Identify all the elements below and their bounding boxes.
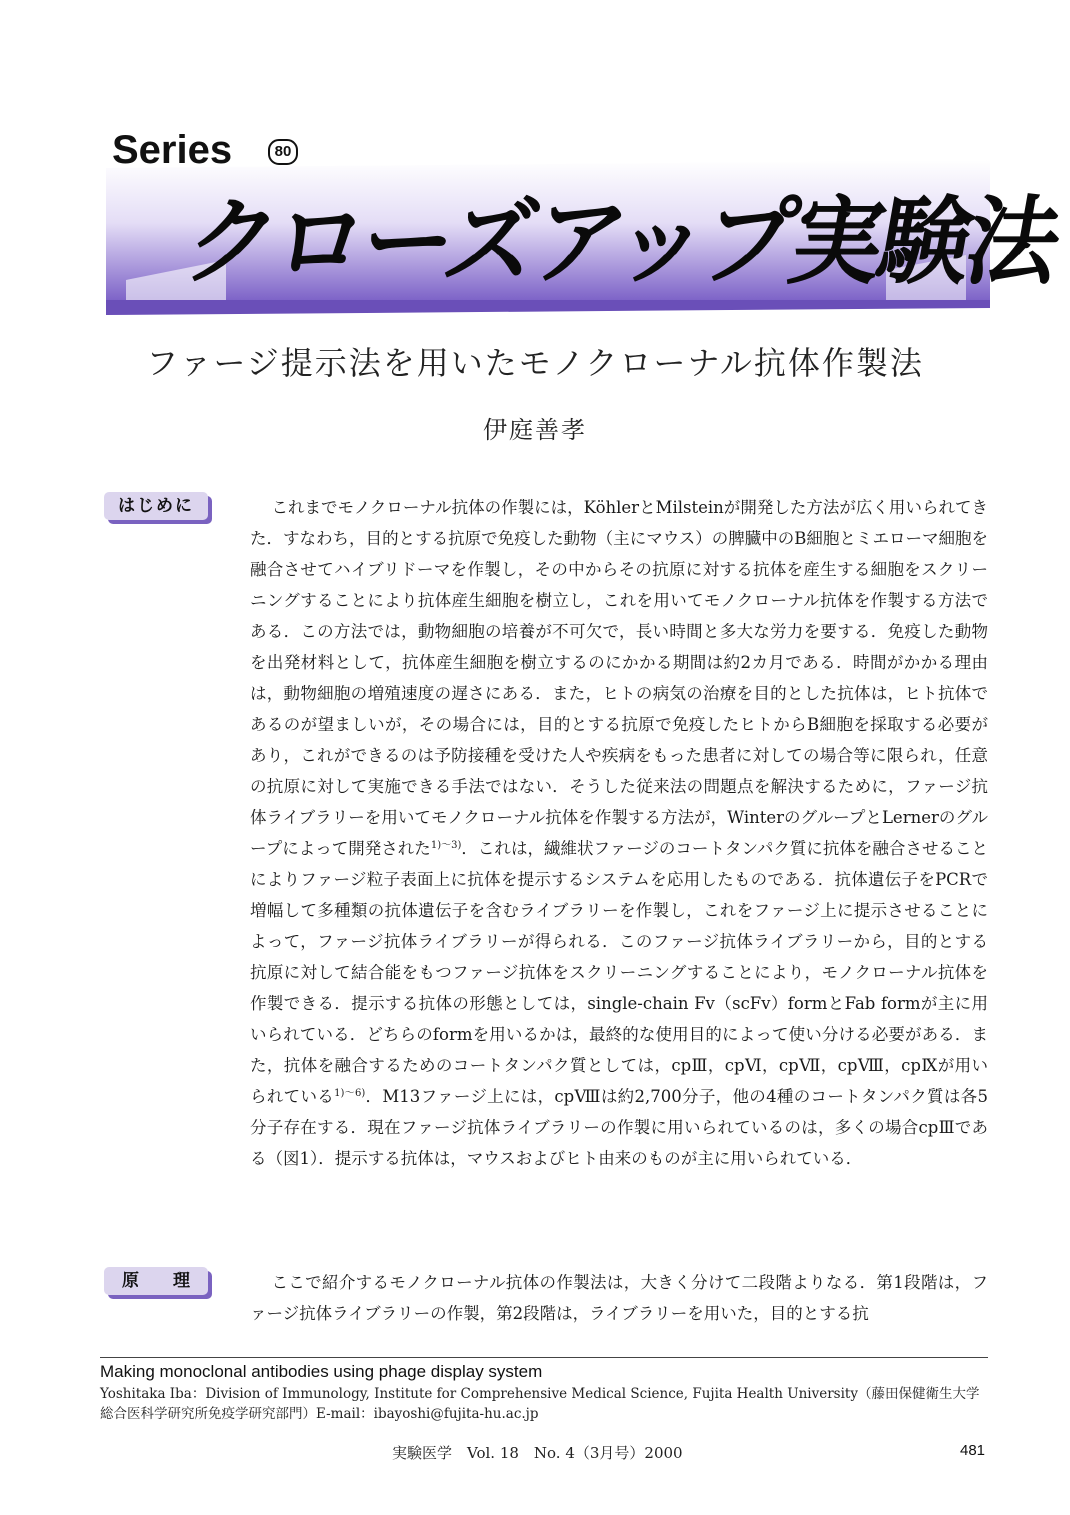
footer-divider [100,1357,988,1358]
section-label-principle [104,1267,208,1295]
series-number-badge: 80 [268,139,298,165]
reference-marker-2: 1)〜6) [334,1088,366,1099]
page-number: 481 [960,1442,986,1459]
english-title: Making monoclonal antibodies using phage display system [100,1362,543,1381]
principle-paragraph: ここで紹介するモノクローナル抗体の作製法は，大きく分けて二段階よりなる．第1段階は，ファージ抗体ライブラリーの作製，第2段階は，ライブラリーを用いた，目的とする抗 [250,1273,988,1323]
intro-paragraph [250,492,988,1174]
reference-marker-1: 1)〜3) [430,840,462,851]
banner-title: クローズアップ実験法 [176,186,1066,299]
journal-citation: 実験医学 Vol. 18 No. 4（3月号）2000 [392,1444,683,1462]
intro-text-1: これまでモノクローナル抗体の作製には，KöhlerとMilsteinが開発した方法が広く用いられてきた．すなわち，目的とする抗原で免疫した動物（主にマウス）の脾臓中のB細胞とミエローマ細胞を融合させてハイブリドーマを作製し，その中からその抗原に対する抗体を産生する細胞をスクリーニングすることにより抗体産生細胞を樹立し，これを用いてモノクローナル抗体を作製する方法である．この方法では，動物細胞の培養が不可欠で，長い時間と多大な労力を要する．免疫した動物を出発材料として，抗体産生細胞を樹立するのにかかる期間は約2カ月である．時間がかかる理由は，動物細胞の増殖速度の遅さにある．また，ヒトの病気の治療を目的とした抗体は，ヒト抗体であるのが望ましいが，その場合には，目的とする抗原で免疫したヒトからB細胞を採取する必要があり，これができるのは予防接種を受けた人や疾病をもった患者に対しての場合等に限られ，任意の抗原に対して実施できる手法ではない．そうした従来法の問題点を解決するために，ファージ抗体ライブラリーを用いてモノクローナル抗体を作製する方法が，WinterのグループとLernerのグループによって開発された [250,498,989,858]
series-label: Series [112,128,233,172]
principle-label-char-1: 原 [122,1271,139,1291]
author-name: 伊庭善孝 [483,416,587,444]
intro-text-3: ．M13ファージ上には，cpⅧは約2,700分子，他の4種のコートタンパク質は各5分子存在する．現在ファージ抗体ライブラリーの作製に用いられているのは，多くの場合cpⅢである（図1）．提示する抗体は，マウスおよびヒト由来のものが主に用いられている． [250,1087,988,1168]
principle-label-char-2: 理 [173,1271,190,1291]
section-label-intro: はじめに [104,492,208,520]
intro-text-2: ．これは，繊維状ファージのコートタンパク質に抗体を融合させることによりファージ粒子表面上に抗体を提示するシステムを応用したものである．抗体遺伝子をPCRで増幅して多種類の抗体遺伝子を含むライブラリーを作製し，これをファージ上に提示させることによって，ファージ抗体ライブラリーが得られる．このファージ抗体ライブラリーから，目的とする抗原に対して結合能をもつファージ抗体をスクリーニングすることにより，モノクローナル抗体を作製できる．提示する抗体の形態としては，single-chain Fv（scFv）formとFab formが主に用いられている．どちらのformを用いるかは，最終的な使用目的によって使い分ける必要がある．また，抗体を融合するためのコートタンパク質としては，cpⅢ，cpⅥ，cpⅦ，cpⅧ，cpⅨが用いられている [250,839,988,1106]
author-affiliation: Yoshitaka Iba：Division of Immunology, Institute for Comprehensive Medical Science, Fujita Health University（藤田保健衛生大学総合医科学研究所免疫学研究部門）E-mail：ibayoshi@fujita-hu.ac.jp [100,1386,980,1422]
article-title: ファージ提示法を用いたモノクローナル抗体作製法 [146,344,924,382]
